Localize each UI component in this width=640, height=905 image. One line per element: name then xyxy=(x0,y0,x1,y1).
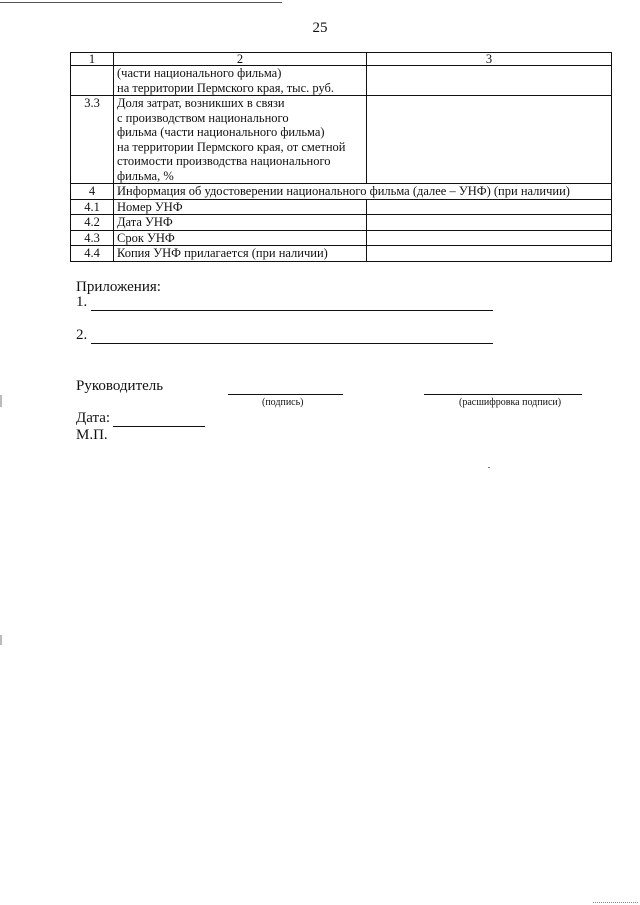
signature-decode-caption: (расшифровка подписи) xyxy=(459,397,562,408)
head-label: Руководитель xyxy=(76,378,164,394)
row-value-cell[interactable] xyxy=(367,246,612,262)
appendix-item-1 xyxy=(76,294,493,311)
scan-edge-mark xyxy=(0,635,2,645)
seal-label: М.П. xyxy=(76,427,108,443)
appendix-item-line[interactable] xyxy=(91,296,493,311)
table-row xyxy=(71,230,612,246)
row-value-cell[interactable] xyxy=(367,199,612,215)
signature-line[interactable] xyxy=(228,394,343,395)
scan-speck xyxy=(488,467,490,468)
row-number: 4.4 xyxy=(71,246,114,262)
row-number xyxy=(71,66,114,96)
page-number: 25 xyxy=(312,20,328,36)
table-row xyxy=(71,66,612,96)
table-header-row xyxy=(71,53,612,66)
table-row xyxy=(71,246,612,262)
appendix-item-line[interactable] xyxy=(91,329,493,344)
row-number: 4.1 xyxy=(71,199,114,215)
row-description: (части национального фильма) на территории Пермского края, тыс. руб. xyxy=(114,66,367,96)
table-row xyxy=(71,184,612,200)
row-section-title: Информация об удостоверении национального фильма (далее – УНФ) (при наличии) xyxy=(114,184,612,200)
row-description: Номер УНФ xyxy=(114,199,367,215)
row-number: 4.3 xyxy=(71,230,114,246)
scan-bottom-mark xyxy=(593,902,638,903)
header-cell: 2 xyxy=(114,53,367,66)
row-number: 4 xyxy=(71,184,114,200)
appendix-item-number: 2. xyxy=(76,327,88,343)
signature-caption: (подпись) xyxy=(262,397,304,408)
row-value-cell[interactable] xyxy=(367,66,612,96)
header-cell: 3 xyxy=(367,53,612,66)
table-row xyxy=(71,215,612,231)
form-table xyxy=(70,52,612,262)
table-row xyxy=(71,199,612,215)
date-label: Дата: xyxy=(76,410,111,426)
date-row xyxy=(76,410,205,427)
signature-decode-line[interactable] xyxy=(424,394,582,395)
appendix-title: Приложения: xyxy=(76,279,161,295)
header-cell: 1 xyxy=(71,53,114,66)
row-number: 4.2 xyxy=(71,215,114,231)
date-line[interactable] xyxy=(113,412,205,427)
row-number: 3.3 xyxy=(71,96,114,184)
appendix-item-number: 1. xyxy=(76,294,88,310)
appendix-item-2 xyxy=(76,327,493,344)
top-rule xyxy=(0,2,282,3)
scan-edge-mark xyxy=(0,395,2,407)
row-value-cell[interactable] xyxy=(367,215,612,231)
row-description: Дата УНФ xyxy=(114,215,367,231)
row-description: Срок УНФ xyxy=(114,230,367,246)
row-description: Доля затрат, возникших в связи с производством национального фильма (части национального фильма) на территории Пермского края, от сметной стоимости производства национального фильма, % xyxy=(114,96,367,184)
row-value-cell[interactable] xyxy=(367,230,612,246)
table-row xyxy=(71,96,612,184)
row-description: Копия УНФ прилагается (при наличии) xyxy=(114,246,367,262)
row-value-cell[interactable] xyxy=(367,96,612,184)
